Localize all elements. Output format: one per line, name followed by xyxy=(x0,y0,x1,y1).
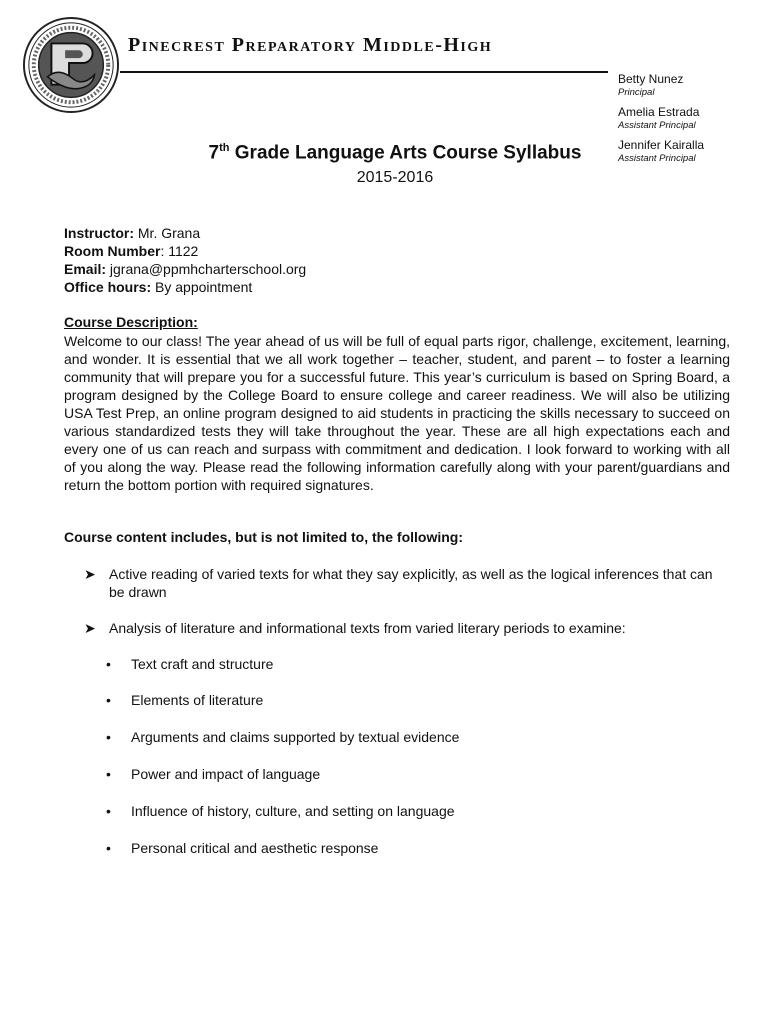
room-label: Room Number xyxy=(64,243,161,259)
list-item xyxy=(84,565,724,601)
instructor-label: Instructor: xyxy=(64,225,134,241)
list-item-text: Text craft and structure xyxy=(131,656,274,672)
list-item-text: Power and impact of language xyxy=(131,766,321,782)
office-hours-value: By appointment xyxy=(151,279,253,295)
school-name: Pinecrest Preparatory Middle-High xyxy=(128,34,493,56)
bullet-dot-icon: • xyxy=(106,729,111,745)
admin-assistant-principal-1 xyxy=(618,105,768,132)
grade-suffix: th xyxy=(219,142,230,154)
list-item-text: Analysis of literature and informational texts from varied literary periods to examine: xyxy=(109,620,626,636)
school-year: 2015-2016 xyxy=(356,169,434,186)
arrow-bullet-icon: ➤ xyxy=(84,620,96,636)
syllabus-title xyxy=(0,142,770,164)
admin-principal xyxy=(618,72,768,99)
room-value: : 1122 xyxy=(160,243,199,259)
course-title: Grade Language Arts Course Syllabus xyxy=(234,142,582,164)
instructor-info xyxy=(64,224,306,296)
course-content-heading: Course content includes, but is not limited to, the following: xyxy=(64,529,463,545)
list-item-text: Arguments and claims supported by textual evidence xyxy=(131,729,460,745)
admin-role: Principal xyxy=(618,87,655,98)
course-description-text: Welcome to our class! The year ahead of us will be full of equal parts rigor, challenge, excitement, learning, and wonder. It is essential that we all work together – teacher, student, and parent – to foster a learning community that will prepare you for a successful future. This year’s curriculum is based on Spring Board, a program designed by the College Board to ensure college and career readiness. We will also be utilizing USA Test Prep, an online program designed to aid students in practicing the skills necessary to succeed on various standardized tests they will take throughout the year. These are all high expectations each and every one of us can reach and surpass with commitment and dedication. I look forward to working with all of you along the way. Please read the following information carefully along with your parent/guardians and return the bottom portion with required signatures. xyxy=(64,333,730,493)
list-item xyxy=(106,839,378,857)
list-item xyxy=(84,619,724,637)
bullet-dot-icon: • xyxy=(106,656,111,672)
grade-number: 7 xyxy=(208,142,220,164)
bullet-dot-icon: • xyxy=(106,692,111,708)
instructor-line xyxy=(64,224,306,242)
instructor-value: Mr. Grana xyxy=(134,225,201,241)
room-line xyxy=(64,242,306,260)
list-item xyxy=(106,728,459,746)
bullet-dot-icon: • xyxy=(106,840,111,856)
header-divider xyxy=(120,71,608,73)
admin-role: Assistant Principal xyxy=(618,120,696,131)
school-seal-logo xyxy=(22,16,120,114)
list-item xyxy=(106,765,320,783)
arrow-bullet-icon: ➤ xyxy=(84,566,96,582)
list-item-text: Active reading of varied texts for what they say explicitly, as well as the logical inferences that can be drawn xyxy=(109,566,713,600)
list-item xyxy=(106,655,273,673)
list-item-text: Personal critical and aesthetic response xyxy=(131,840,379,856)
office-hours-label: Office hours: xyxy=(64,279,152,295)
bullet-dot-icon: • xyxy=(106,766,111,782)
email-label: Email: xyxy=(64,261,107,277)
bullet-dot-icon: • xyxy=(106,803,111,819)
admin-role: Assistant Principal xyxy=(618,153,696,164)
admin-name: Betty Nunez xyxy=(618,72,684,86)
email-value: jgrana@ppmhcharterschool.org xyxy=(106,261,307,277)
admin-name: Jennifer Kairalla xyxy=(618,138,705,152)
email-line xyxy=(64,260,306,278)
list-item xyxy=(106,802,455,820)
course-description-heading: Course Description: xyxy=(64,314,198,330)
list-item-text: Influence of history, culture, and setting on language xyxy=(131,803,455,819)
office-hours-line xyxy=(64,278,306,296)
list-item-text: Elements of literature xyxy=(131,692,264,708)
admin-name: Amelia Estrada xyxy=(618,105,700,119)
list-item xyxy=(106,691,263,709)
